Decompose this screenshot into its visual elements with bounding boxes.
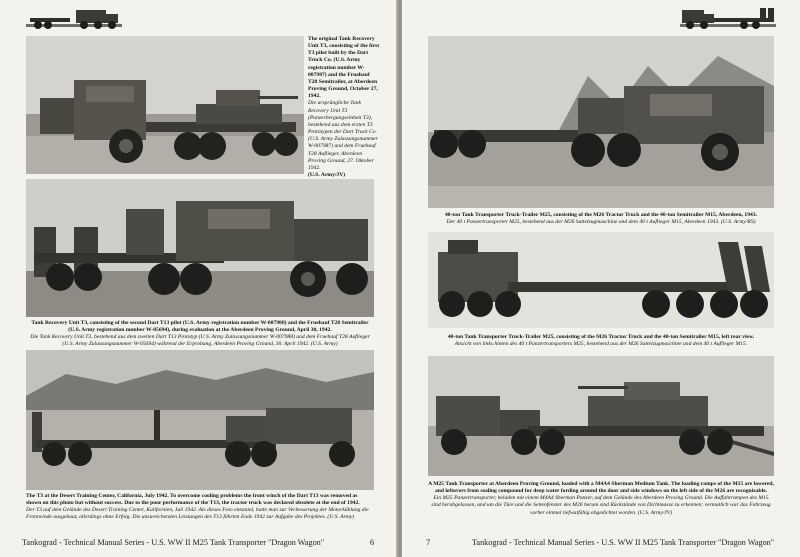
left-page	[0, 0, 398, 557]
caption-2-english: Tank Recovery Unit T3, consisting of the second Dart T13 pilot (U.S. Army registration number W-007988) and the Fruehauf T28 Semitrailer (U.S. Army registration number W-05694), during evaluation at the Aberdeen Proving Ground, April 30, 1942.	[31, 320, 369, 334]
caption-1-german: Die ursprüngliche Tank Recovery Unit T3 (Panzerbergungseinheit T3), bestehend aus dem ersten T3 Prototypen der Dart Truck Co. (U.S. Army Zulassungsnummer W-007987) und dem Fruehauf T28 Auflieger, Aberdeen Proving Ground, 27. Oktober 1942.	[308, 100, 378, 171]
photo-t13-pilot	[26, 179, 374, 317]
photo-m25-aberdeen-1943	[428, 36, 774, 208]
photo-t3-original	[26, 36, 304, 174]
caption-5-german: Ansicht von links hinten des 40 t Panzertransporters M25, bestehend aus der M26 Sattelzugmaschine und dem 40 t Auflieger M15.	[454, 341, 748, 348]
caption-photo-2	[26, 320, 374, 349]
caption-4-german: Der 40 t Panzertransporter M25, bestehend aus der M26 Sattelzugmaschine und dem 40 t Auflieger M15, Aberdeen 1943. (U.S. Army/RS)	[446, 219, 756, 226]
caption-photo-1	[308, 36, 380, 179]
caption-1-credit: (U.S. Army/JV)	[308, 171, 346, 178]
photo-desert-training-center	[26, 350, 374, 490]
caption-3-english: The T3 at the Desert Training Center, California, July 1942. To overcome cooling problems the front winch of the Dart T13 was removed as shown on this photo but without success. Due to the poor performance of the T13, the tractor truck was declared obsolete at the end of 1942.	[26, 493, 360, 507]
header-truck-thumbnail	[26, 4, 122, 32]
caption-1-english: The original Tank Recovery Unit T3, consisting of the first T3 pilot built by the Dart Truck Co. (U.S. Army registration number W-007987) and the Fruehauf T28 Semitrailer, at Aberdeen Proving Ground, October 27, 1942.	[308, 36, 380, 100]
right-page	[402, 0, 800, 557]
right-page-number: 7	[426, 537, 431, 547]
left-page-number: 6	[370, 537, 375, 547]
caption-5-english: 40-ton Tank Transporter Truck-Trailer M25, consisting of the M26 Tractor Truck and the 40-ton Semitrailer M15, left rear view.	[447, 334, 755, 340]
caption-photo-4	[428, 212, 774, 226]
caption-3-german: Der T3 auf dem Gelände des Desert Training Center, Kalifornien, Juli 1942. Als dieses Foto entstand, hatte man zur Verbesserung der Motorkühlung die Frontwinde ausgebaut, allerdings ohne Erfolg. Die unzureichenden Leistungen des T13 führten Ende 1942 zur Aufgabe des Projektes. (U.S. Army)	[26, 507, 369, 521]
caption-photo-3	[26, 493, 374, 522]
photo-m25-left-rear	[428, 232, 774, 328]
caption-4-english: 40-ton Tank Transporter Truck-Trailer M25, consisting of the M26 Tractor Truck and the 40-ton Semitrailer M15, Aberdeen, 1943.	[444, 212, 758, 218]
left-footer-series-title: Tankograd - Technical Manual Series - U.S. WW II M25 Tank Transporter "Dragon Wagon"	[22, 538, 325, 547]
caption-2-german: Die Tank Recovery Unit T3, bestehend aus dem zweiten Dart T13 Prototyp (U.S. Army Zulassungsnummer W-007988) und dem Fruehauf T28 Auflieger (U.S. Army Zulassungsnummer W-05694) während der Erprobung, Aberdeen Proving Ground, 30. April 1942. (U.S. Army)	[30, 334, 370, 348]
header-truck-thumbnail	[680, 4, 776, 32]
caption-photo-5	[428, 334, 774, 348]
caption-6-german: Ein M25 Panzertransporter, beladen mit einem M4A4 Sherman Panzer, auf dem Gelände des Aberdeen Proving Ground. Die Auffahrrampen des M15 sind herabgelassen, und um die Türe und die Seitenfenster des M26 herum sind Rückstände von Dichtmasse zu erkennen; vermutlich war das Fahrzeug vorher einmal tiefwatfähig abgedichtet worden. (U.S. Army/JV)	[431, 495, 771, 516]
caption-photo-6	[428, 481, 774, 517]
photo-m25-loaded-sherman	[428, 356, 774, 476]
right-footer-series-title: Tankograd - Technical Manual Series - U.S. WW II M25 Tank Transporter "Dragon Wagon"	[472, 538, 775, 547]
caption-6-english: A M25 Tank Transporter at Aberdeen Proving Ground, loaded with a M4A4 Sherman Medium Tank. The loading ramps of the M15 are lowered, and leftovers from sealing compound for deep water fording around the door and side windows on the left side of the M26 are recognizable.	[428, 481, 774, 495]
